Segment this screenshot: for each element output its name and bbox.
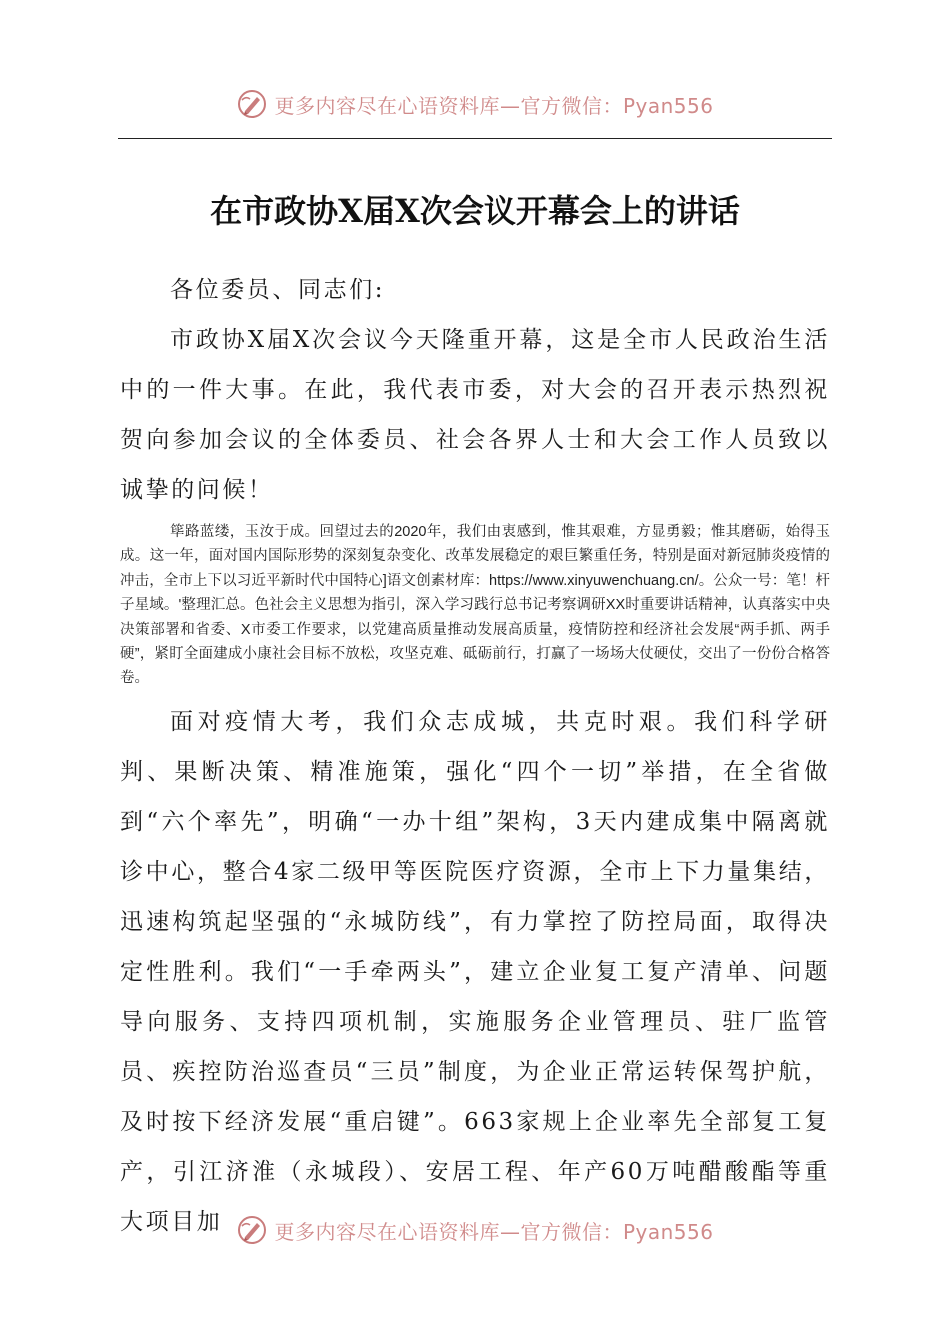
- watermark-text: 更多内容尽在心语资料库—官方微信：Pyan556: [274, 93, 714, 118]
- watermark-footer: [0, 1210, 950, 1250]
- paragraph-review: 筚路蓝缕，玉汝于成。回望过去的2020年，我们由衷感到，惟其艰难，方显勇毅；惟其磨砺，始得玉成。这一年，面对国内国际形势的深刻复杂变化、改革发展稳定的艰巨繁重任务，特别是面对新冠肺炎疫情的冲击，全市上下以习近平新时代中国特心]语文创素材库：https://www.xinyuwenchuang.cn/。公众一号：笔！杆子星域。'整理汇总。色社会主义思想为指引，深入学习践行总书记考察调研XX时重要讲话精神，认真落实中央决策部署和省委、X市委工作要求，以党建高质量推动发展高质量，疫情防控和经济社会发展“两手抓、两手硬”，紧盯全面建成小康社会目标不放松，攻坚克难、砥砺前行，打赢了一场场大仗硬仗，交出了一份份合格答卷。: [120, 524, 830, 687]
- greeting: 各位委员、同志们:: [170, 277, 386, 303]
- pen-logo-icon: [236, 1214, 268, 1246]
- document-body: [120, 265, 830, 1247]
- page-title: 在市政协X届X次会议开幕会上的讲话: [210, 192, 740, 230]
- watermark-text: 更多内容尽在心语资料库—官方微信：Pyan556: [274, 1219, 714, 1244]
- paragraph-opening: 市政协X届X次会议今天隆重开幕，这是全市人民政治生活中的一件大事。在此，我代表市委，对大会的召开表示热烈祝贺向参加会议的全体委员、社会各界人士和大会工作人员致以诚挚的问候！: [120, 327, 830, 503]
- paragraph-epidemic: 面对疫情大考，我们众志成城，共克时艰。我们科学研判、果断决策、精准施策，强化“四个一切”举措，在全省做到“六个率先”，明确“一办十组”架构，3天内建成集中隔离就诊中心，整合4家二级甲等医院医疗资源，全市上下力量集结，迅速构筑起坚强的“永城防线”，有力掌控了防控局面，取得决定性胜利。我们“一手牵两头”，建立企业复工复产清单、问题导向服务、支持四项机制，实施服务企业管理员、驻厂监管员、疾控防治巡查员“三员”制度，为企业正常运转保驾护航，及时按下经济发展“重启键”。663家规上企业率先全部复工复产，引江济淮（永城段）、安居工程、年产60万吨醋酸酯等重大项目加: [120, 708, 830, 1235]
- pen-logo-icon: [236, 88, 268, 120]
- watermark-header: [0, 84, 950, 124]
- header-divider: [118, 138, 832, 139]
